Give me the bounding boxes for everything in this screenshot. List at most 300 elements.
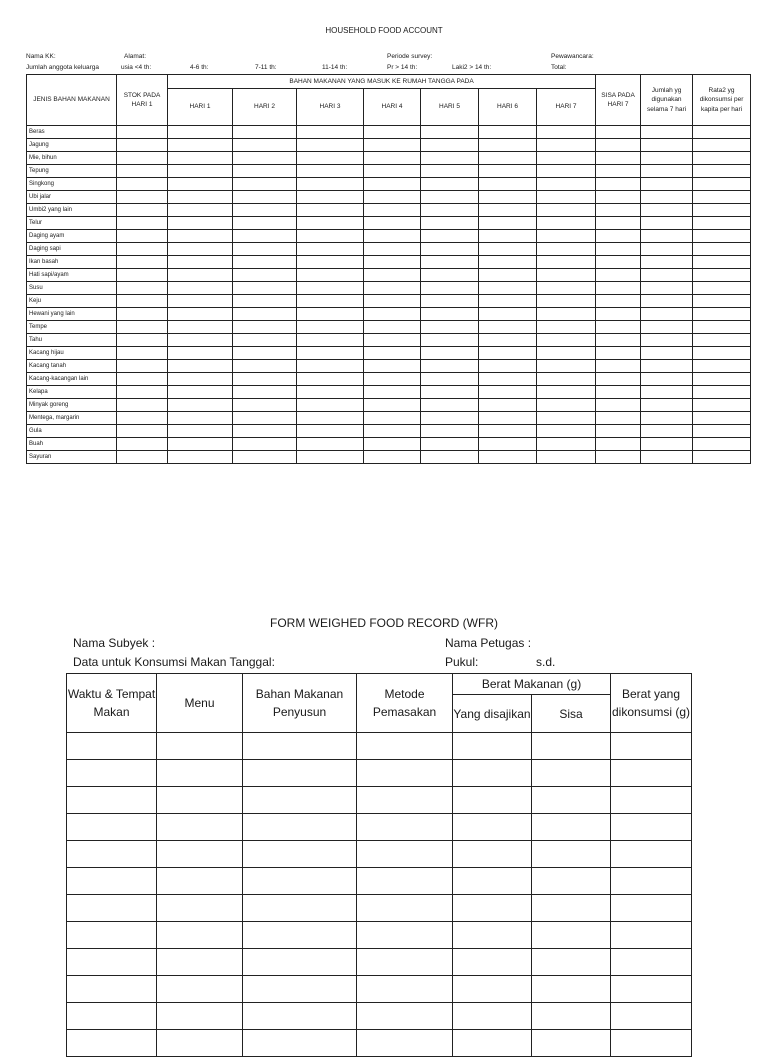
entry-cell[interactable] <box>357 814 453 841</box>
entry-cell[interactable] <box>364 425 421 438</box>
entry-cell[interactable] <box>532 1030 611 1057</box>
entry-cell[interactable] <box>537 373 596 386</box>
entry-cell[interactable] <box>297 347 364 360</box>
entry-cell[interactable] <box>297 386 364 399</box>
entry-cell[interactable] <box>537 139 596 152</box>
entry-cell[interactable] <box>537 438 596 451</box>
entry-cell[interactable] <box>596 295 641 308</box>
entry-cell[interactable] <box>364 191 421 204</box>
entry-cell[interactable] <box>297 334 364 347</box>
entry-cell[interactable] <box>357 1030 453 1057</box>
entry-cell[interactable] <box>297 243 364 256</box>
entry-cell[interactable] <box>357 787 453 814</box>
entry-cell[interactable] <box>641 256 693 269</box>
entry-cell[interactable] <box>364 230 421 243</box>
entry-cell[interactable] <box>537 308 596 321</box>
entry-cell[interactable] <box>297 295 364 308</box>
entry-cell[interactable] <box>168 191 233 204</box>
entry-cell[interactable] <box>364 139 421 152</box>
entry-cell[interactable] <box>357 976 453 1003</box>
entry-cell[interactable] <box>421 451 479 464</box>
entry-cell[interactable] <box>641 347 693 360</box>
entry-cell[interactable] <box>157 868 243 895</box>
entry-cell[interactable] <box>479 438 537 451</box>
entry-cell[interactable] <box>479 347 537 360</box>
entry-cell[interactable] <box>641 282 693 295</box>
entry-cell[interactable] <box>693 178 751 191</box>
entry-cell[interactable] <box>357 895 453 922</box>
entry-cell[interactable] <box>233 256 297 269</box>
entry-cell[interactable] <box>233 399 297 412</box>
entry-cell[interactable] <box>168 204 233 217</box>
entry-cell[interactable] <box>297 321 364 334</box>
entry-cell[interactable] <box>641 178 693 191</box>
entry-cell[interactable] <box>453 841 532 868</box>
entry-cell[interactable] <box>693 347 751 360</box>
entry-cell[interactable] <box>67 949 157 976</box>
entry-cell[interactable] <box>596 386 641 399</box>
entry-cell[interactable] <box>421 230 479 243</box>
entry-cell[interactable] <box>693 308 751 321</box>
entry-cell[interactable] <box>479 360 537 373</box>
entry-cell[interactable] <box>596 451 641 464</box>
entry-cell[interactable] <box>117 360 168 373</box>
entry-cell[interactable] <box>364 347 421 360</box>
entry-cell[interactable] <box>233 282 297 295</box>
entry-cell[interactable] <box>233 347 297 360</box>
entry-cell[interactable] <box>453 1003 532 1030</box>
entry-cell[interactable] <box>243 733 357 760</box>
entry-cell[interactable] <box>641 139 693 152</box>
entry-cell[interactable] <box>537 204 596 217</box>
entry-cell[interactable] <box>611 760 692 787</box>
entry-cell[interactable] <box>297 152 364 165</box>
entry-cell[interactable] <box>117 165 168 178</box>
entry-cell[interactable] <box>168 165 233 178</box>
entry-cell[interactable] <box>157 1030 243 1057</box>
entry-cell[interactable] <box>693 373 751 386</box>
entry-cell[interactable] <box>364 178 421 191</box>
entry-cell[interactable] <box>611 922 692 949</box>
entry-cell[interactable] <box>421 321 479 334</box>
entry-cell[interactable] <box>233 217 297 230</box>
entry-cell[interactable] <box>233 308 297 321</box>
entry-cell[interactable] <box>233 152 297 165</box>
entry-cell[interactable] <box>479 451 537 464</box>
entry-cell[interactable] <box>364 321 421 334</box>
entry-cell[interactable] <box>641 152 693 165</box>
entry-cell[interactable] <box>364 217 421 230</box>
entry-cell[interactable] <box>611 733 692 760</box>
entry-cell[interactable] <box>479 126 537 139</box>
entry-cell[interactable] <box>537 217 596 230</box>
entry-cell[interactable] <box>479 295 537 308</box>
entry-cell[interactable] <box>693 217 751 230</box>
entry-cell[interactable] <box>641 334 693 347</box>
entry-cell[interactable] <box>117 451 168 464</box>
entry-cell[interactable] <box>233 321 297 334</box>
entry-cell[interactable] <box>537 282 596 295</box>
entry-cell[interactable] <box>641 425 693 438</box>
entry-cell[interactable] <box>421 217 479 230</box>
entry-cell[interactable] <box>364 399 421 412</box>
entry-cell[interactable] <box>596 360 641 373</box>
entry-cell[interactable] <box>357 868 453 895</box>
entry-cell[interactable] <box>421 386 479 399</box>
entry-cell[interactable] <box>297 126 364 139</box>
entry-cell[interactable] <box>453 868 532 895</box>
entry-cell[interactable] <box>421 373 479 386</box>
entry-cell[interactable] <box>453 787 532 814</box>
entry-cell[interactable] <box>421 139 479 152</box>
entry-cell[interactable] <box>596 217 641 230</box>
entry-cell[interactable] <box>67 841 157 868</box>
entry-cell[interactable] <box>243 814 357 841</box>
entry-cell[interactable] <box>693 295 751 308</box>
entry-cell[interactable] <box>233 178 297 191</box>
entry-cell[interactable] <box>596 269 641 282</box>
entry-cell[interactable] <box>693 360 751 373</box>
entry-cell[interactable] <box>421 360 479 373</box>
entry-cell[interactable] <box>297 165 364 178</box>
entry-cell[interactable] <box>117 243 168 256</box>
entry-cell[interactable] <box>243 922 357 949</box>
entry-cell[interactable] <box>297 139 364 152</box>
entry-cell[interactable] <box>67 814 157 841</box>
entry-cell[interactable] <box>117 152 168 165</box>
entry-cell[interactable] <box>117 230 168 243</box>
entry-cell[interactable] <box>168 152 233 165</box>
entry-cell[interactable] <box>596 191 641 204</box>
entry-cell[interactable] <box>157 1003 243 1030</box>
entry-cell[interactable] <box>479 399 537 412</box>
entry-cell[interactable] <box>233 139 297 152</box>
entry-cell[interactable] <box>168 451 233 464</box>
entry-cell[interactable] <box>243 1003 357 1030</box>
entry-cell[interactable] <box>243 841 357 868</box>
entry-cell[interactable] <box>117 178 168 191</box>
entry-cell[interactable] <box>67 760 157 787</box>
entry-cell[interactable] <box>596 204 641 217</box>
entry-cell[interactable] <box>596 126 641 139</box>
entry-cell[interactable] <box>537 412 596 425</box>
entry-cell[interactable] <box>157 760 243 787</box>
entry-cell[interactable] <box>297 282 364 295</box>
entry-cell[interactable] <box>479 191 537 204</box>
entry-cell[interactable] <box>168 386 233 399</box>
entry-cell[interactable] <box>453 949 532 976</box>
entry-cell[interactable] <box>421 178 479 191</box>
entry-cell[interactable] <box>532 868 611 895</box>
entry-cell[interactable] <box>537 230 596 243</box>
entry-cell[interactable] <box>479 217 537 230</box>
entry-cell[interactable] <box>364 438 421 451</box>
entry-cell[interactable] <box>479 243 537 256</box>
entry-cell[interactable] <box>67 787 157 814</box>
entry-cell[interactable] <box>641 321 693 334</box>
entry-cell[interactable] <box>641 438 693 451</box>
entry-cell[interactable] <box>611 787 692 814</box>
entry-cell[interactable] <box>479 256 537 269</box>
entry-cell[interactable] <box>117 386 168 399</box>
entry-cell[interactable] <box>421 191 479 204</box>
entry-cell[interactable] <box>297 360 364 373</box>
entry-cell[interactable] <box>532 1003 611 1030</box>
entry-cell[interactable] <box>233 360 297 373</box>
entry-cell[interactable] <box>537 425 596 438</box>
entry-cell[interactable] <box>537 451 596 464</box>
entry-cell[interactable] <box>532 787 611 814</box>
entry-cell[interactable] <box>453 760 532 787</box>
entry-cell[interactable] <box>693 152 751 165</box>
entry-cell[interactable] <box>168 139 233 152</box>
entry-cell[interactable] <box>596 321 641 334</box>
entry-cell[interactable] <box>168 269 233 282</box>
entry-cell[interactable] <box>233 334 297 347</box>
entry-cell[interactable] <box>479 308 537 321</box>
entry-cell[interactable] <box>357 733 453 760</box>
entry-cell[interactable] <box>157 922 243 949</box>
entry-cell[interactable] <box>611 1003 692 1030</box>
entry-cell[interactable] <box>537 321 596 334</box>
entry-cell[interactable] <box>479 152 537 165</box>
entry-cell[interactable] <box>693 256 751 269</box>
entry-cell[interactable] <box>453 895 532 922</box>
entry-cell[interactable] <box>297 230 364 243</box>
entry-cell[interactable] <box>364 386 421 399</box>
entry-cell[interactable] <box>421 282 479 295</box>
entry-cell[interactable] <box>157 976 243 1003</box>
entry-cell[interactable] <box>641 308 693 321</box>
entry-cell[interactable] <box>611 814 692 841</box>
entry-cell[interactable] <box>67 733 157 760</box>
entry-cell[interactable] <box>157 814 243 841</box>
entry-cell[interactable] <box>479 373 537 386</box>
entry-cell[interactable] <box>537 152 596 165</box>
entry-cell[interactable] <box>532 976 611 1003</box>
entry-cell[interactable] <box>117 256 168 269</box>
entry-cell[interactable] <box>168 256 233 269</box>
entry-cell[interactable] <box>243 787 357 814</box>
entry-cell[interactable] <box>364 165 421 178</box>
entry-cell[interactable] <box>297 438 364 451</box>
entry-cell[interactable] <box>641 386 693 399</box>
entry-cell[interactable] <box>297 204 364 217</box>
entry-cell[interactable] <box>168 360 233 373</box>
entry-cell[interactable] <box>421 165 479 178</box>
entry-cell[interactable] <box>453 922 532 949</box>
entry-cell[interactable] <box>233 412 297 425</box>
entry-cell[interactable] <box>532 814 611 841</box>
entry-cell[interactable] <box>421 243 479 256</box>
entry-cell[interactable] <box>479 386 537 399</box>
entry-cell[interactable] <box>168 321 233 334</box>
entry-cell[interactable] <box>693 191 751 204</box>
entry-cell[interactable] <box>297 308 364 321</box>
entry-cell[interactable] <box>157 733 243 760</box>
entry-cell[interactable] <box>357 922 453 949</box>
entry-cell[interactable] <box>421 412 479 425</box>
entry-cell[interactable] <box>67 1030 157 1057</box>
entry-cell[interactable] <box>641 243 693 256</box>
entry-cell[interactable] <box>693 334 751 347</box>
entry-cell[interactable] <box>532 949 611 976</box>
entry-cell[interactable] <box>641 451 693 464</box>
entry-cell[interactable] <box>479 334 537 347</box>
entry-cell[interactable] <box>67 868 157 895</box>
entry-cell[interactable] <box>364 256 421 269</box>
entry-cell[interactable] <box>611 895 692 922</box>
entry-cell[interactable] <box>297 451 364 464</box>
entry-cell[interactable] <box>117 126 168 139</box>
entry-cell[interactable] <box>532 895 611 922</box>
entry-cell[interactable] <box>364 152 421 165</box>
entry-cell[interactable] <box>168 347 233 360</box>
entry-cell[interactable] <box>479 204 537 217</box>
entry-cell[interactable] <box>67 976 157 1003</box>
entry-cell[interactable] <box>537 256 596 269</box>
entry-cell[interactable] <box>596 347 641 360</box>
entry-cell[interactable] <box>117 282 168 295</box>
entry-cell[interactable] <box>233 386 297 399</box>
entry-cell[interactable] <box>364 308 421 321</box>
entry-cell[interactable] <box>693 204 751 217</box>
entry-cell[interactable] <box>297 217 364 230</box>
entry-cell[interactable] <box>117 347 168 360</box>
entry-cell[interactable] <box>243 976 357 1003</box>
entry-cell[interactable] <box>596 399 641 412</box>
entry-cell[interactable] <box>421 438 479 451</box>
entry-cell[interactable] <box>421 126 479 139</box>
entry-cell[interactable] <box>233 295 297 308</box>
entry-cell[interactable] <box>596 243 641 256</box>
entry-cell[interactable] <box>641 295 693 308</box>
entry-cell[interactable] <box>243 1030 357 1057</box>
entry-cell[interactable] <box>479 412 537 425</box>
entry-cell[interactable] <box>364 295 421 308</box>
entry-cell[interactable] <box>168 308 233 321</box>
entry-cell[interactable] <box>117 191 168 204</box>
entry-cell[interactable] <box>157 895 243 922</box>
entry-cell[interactable] <box>117 425 168 438</box>
entry-cell[interactable] <box>453 733 532 760</box>
entry-cell[interactable] <box>537 165 596 178</box>
entry-cell[interactable] <box>596 178 641 191</box>
entry-cell[interactable] <box>693 438 751 451</box>
entry-cell[interactable] <box>297 425 364 438</box>
entry-cell[interactable] <box>532 841 611 868</box>
entry-cell[interactable] <box>117 217 168 230</box>
entry-cell[interactable] <box>243 868 357 895</box>
entry-cell[interactable] <box>157 787 243 814</box>
entry-cell[interactable] <box>479 230 537 243</box>
entry-cell[interactable] <box>364 360 421 373</box>
entry-cell[interactable] <box>233 204 297 217</box>
entry-cell[interactable] <box>641 399 693 412</box>
entry-cell[interactable] <box>297 373 364 386</box>
entry-cell[interactable] <box>532 922 611 949</box>
entry-cell[interactable] <box>596 425 641 438</box>
entry-cell[interactable] <box>479 269 537 282</box>
entry-cell[interactable] <box>364 243 421 256</box>
entry-cell[interactable] <box>168 217 233 230</box>
entry-cell[interactable] <box>168 295 233 308</box>
entry-cell[interactable] <box>611 976 692 1003</box>
entry-cell[interactable] <box>297 178 364 191</box>
entry-cell[interactable] <box>693 269 751 282</box>
entry-cell[interactable] <box>479 282 537 295</box>
entry-cell[interactable] <box>233 451 297 464</box>
entry-cell[interactable] <box>611 841 692 868</box>
entry-cell[interactable] <box>297 191 364 204</box>
entry-cell[interactable] <box>168 243 233 256</box>
entry-cell[interactable] <box>297 256 364 269</box>
entry-cell[interactable] <box>117 334 168 347</box>
entry-cell[interactable] <box>596 139 641 152</box>
entry-cell[interactable] <box>168 373 233 386</box>
entry-cell[interactable] <box>364 373 421 386</box>
entry-cell[interactable] <box>157 949 243 976</box>
entry-cell[interactable] <box>693 412 751 425</box>
entry-cell[interactable] <box>168 178 233 191</box>
entry-cell[interactable] <box>364 334 421 347</box>
entry-cell[interactable] <box>537 178 596 191</box>
entry-cell[interactable] <box>364 282 421 295</box>
entry-cell[interactable] <box>479 165 537 178</box>
entry-cell[interactable] <box>168 425 233 438</box>
entry-cell[interactable] <box>611 949 692 976</box>
entry-cell[interactable] <box>357 1003 453 1030</box>
entry-cell[interactable] <box>233 165 297 178</box>
entry-cell[interactable] <box>117 295 168 308</box>
entry-cell[interactable] <box>537 126 596 139</box>
entry-cell[interactable] <box>168 399 233 412</box>
entry-cell[interactable] <box>233 230 297 243</box>
entry-cell[interactable] <box>168 334 233 347</box>
entry-cell[interactable] <box>693 451 751 464</box>
entry-cell[interactable] <box>596 282 641 295</box>
entry-cell[interactable] <box>453 976 532 1003</box>
entry-cell[interactable] <box>596 438 641 451</box>
entry-cell[interactable] <box>537 347 596 360</box>
entry-cell[interactable] <box>243 895 357 922</box>
entry-cell[interactable] <box>117 308 168 321</box>
entry-cell[interactable] <box>297 399 364 412</box>
entry-cell[interactable] <box>479 425 537 438</box>
entry-cell[interactable] <box>532 733 611 760</box>
entry-cell[interactable] <box>117 438 168 451</box>
entry-cell[interactable] <box>357 760 453 787</box>
entry-cell[interactable] <box>596 334 641 347</box>
entry-cell[interactable] <box>596 230 641 243</box>
entry-cell[interactable] <box>537 243 596 256</box>
entry-cell[interactable] <box>233 269 297 282</box>
entry-cell[interactable] <box>596 256 641 269</box>
entry-cell[interactable] <box>168 282 233 295</box>
entry-cell[interactable] <box>453 1030 532 1057</box>
entry-cell[interactable] <box>117 269 168 282</box>
entry-cell[interactable] <box>117 321 168 334</box>
entry-cell[interactable] <box>357 841 453 868</box>
entry-cell[interactable] <box>421 334 479 347</box>
entry-cell[interactable] <box>233 126 297 139</box>
entry-cell[interactable] <box>421 204 479 217</box>
entry-cell[interactable] <box>364 412 421 425</box>
entry-cell[interactable] <box>596 412 641 425</box>
entry-cell[interactable] <box>693 230 751 243</box>
entry-cell[interactable] <box>693 165 751 178</box>
entry-cell[interactable] <box>243 949 357 976</box>
